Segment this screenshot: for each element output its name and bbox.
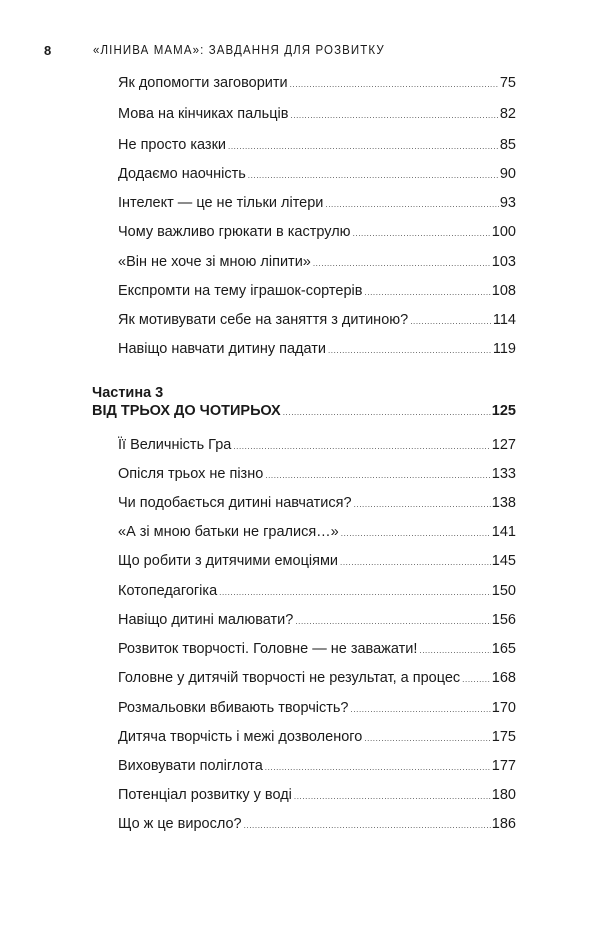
toc-entry[interactable] xyxy=(118,195,516,215)
toc-entry-page: 156 xyxy=(491,612,516,628)
toc-entry[interactable] xyxy=(118,729,516,749)
toc-entry-page: 82 xyxy=(499,106,516,122)
toc-entry-page: 177 xyxy=(491,758,516,774)
toc-entry-title: Виховувати поліглота xyxy=(118,758,263,774)
dot-leader xyxy=(364,734,490,743)
toc-entry-page: 180 xyxy=(491,787,516,803)
page-number: 8 xyxy=(44,43,52,58)
dot-leader xyxy=(328,346,492,355)
toc-entry[interactable] xyxy=(118,553,516,573)
toc-entry[interactable] xyxy=(118,700,516,720)
toc-entry[interactable] xyxy=(118,641,516,661)
toc-entry-page: 75 xyxy=(499,75,516,91)
toc-entry[interactable] xyxy=(118,254,516,274)
dot-leader xyxy=(290,80,499,89)
toc-entry-page: 145 xyxy=(491,553,516,569)
dot-leader xyxy=(295,617,490,626)
dot-leader xyxy=(294,792,491,801)
toc-entry[interactable] xyxy=(118,75,516,95)
toc-entry-title: Мова на кінчиках пальців xyxy=(118,106,289,122)
toc-entry[interactable] xyxy=(118,495,516,515)
toc-entry[interactable] xyxy=(118,816,516,836)
toc-entry[interactable] xyxy=(118,758,516,778)
toc-entry-page: 175 xyxy=(491,729,516,745)
toc-entry-title: Розмальовки вбивають творчість? xyxy=(118,700,349,716)
dot-leader xyxy=(340,558,491,567)
toc-entry-page: 165 xyxy=(491,641,516,657)
dot-leader xyxy=(219,588,491,597)
toc-entry-title: Чи подобається дитині навчатися? xyxy=(118,495,352,511)
toc-entry[interactable] xyxy=(118,437,516,457)
dot-leader xyxy=(313,259,491,268)
dot-leader xyxy=(233,442,490,451)
toc-entry-page: 133 xyxy=(491,466,516,482)
part-title: ВІД ТРЬОХ ДО ЧОТИРЬОХ xyxy=(92,403,281,419)
dot-leader xyxy=(290,111,498,120)
toc-entry[interactable] xyxy=(118,224,516,244)
dot-leader xyxy=(350,705,490,714)
toc-entry-title: Котопедагогіка xyxy=(118,583,218,599)
toc-entry-page: 108 xyxy=(491,283,516,299)
toc-entry[interactable] xyxy=(118,341,516,361)
dot-leader xyxy=(244,821,491,830)
toc-entry-title: Як допомогти заговорити xyxy=(118,75,288,91)
toc-entry-page: 93 xyxy=(499,195,516,211)
dot-leader xyxy=(353,229,491,238)
toc-entry[interactable] xyxy=(118,312,516,332)
toc-entry-page: 170 xyxy=(491,700,516,716)
dot-leader xyxy=(325,200,498,209)
dot-leader xyxy=(265,763,491,772)
toc-entry[interactable] xyxy=(118,583,516,603)
toc-entry-title: Що робити з дитячими емоціями xyxy=(118,553,339,569)
toc-entry-title: Що ж це виросло? xyxy=(118,816,242,832)
toc-entry-page: 150 xyxy=(491,583,516,599)
toc-entry-title: Не просто казки xyxy=(118,137,227,153)
toc-entry-title: Головне у дитячій творчості не результат, а процес xyxy=(118,670,461,686)
toc-entry[interactable] xyxy=(118,106,516,126)
toc-entry-title: Експромти на тему іграшок-сортерів xyxy=(118,283,363,299)
dot-leader xyxy=(228,142,499,151)
toc-entry[interactable] xyxy=(118,137,516,157)
toc-entry-title: «Він не хоче зі мною ліпити» xyxy=(118,254,311,270)
toc-entry[interactable] xyxy=(118,466,516,486)
part-page: 125 xyxy=(491,403,516,419)
dot-leader xyxy=(364,288,490,297)
dot-leader xyxy=(283,408,491,417)
toc-entry[interactable] xyxy=(118,283,516,303)
toc-entry-page: 186 xyxy=(491,816,516,832)
part-heading[interactable] xyxy=(92,403,516,423)
toc-entry-title: Навіщо навчати дитину падати xyxy=(118,341,326,357)
toc-entry-title: Її Величність Гра xyxy=(118,437,232,453)
book-title: «ЛІНИВА МАМА»: ЗАВДАННЯ ДЛЯ РОЗВИТКУ xyxy=(93,43,385,57)
toc-entry[interactable] xyxy=(118,612,516,632)
running-head xyxy=(0,43,600,63)
part-label: Частина 3 xyxy=(92,385,164,401)
toc-entry-title: Розвиток творчості. Головне — не заважати! xyxy=(118,641,418,657)
toc-entry-page: 127 xyxy=(491,437,516,453)
dot-leader xyxy=(265,471,491,480)
toc-entry-title: Дитяча творчість і межі дозволеного xyxy=(118,729,363,745)
dot-leader xyxy=(248,171,499,180)
toc-entry-page: 85 xyxy=(499,137,516,153)
toc-entry[interactable] xyxy=(118,166,516,186)
dot-leader xyxy=(341,529,491,538)
toc-entry-title: Чому важливо грюкати в каструлю xyxy=(118,224,351,240)
dot-leader xyxy=(462,675,491,684)
toc-entry-title: Потенціал розвитку у воді xyxy=(118,787,292,803)
toc-entry-page: 90 xyxy=(499,166,516,182)
toc-entry-title: Інтелект — це не тільки літери xyxy=(118,195,324,211)
dot-leader xyxy=(354,500,491,509)
toc-entry-title: Опісля трьох не пізно xyxy=(118,466,264,482)
dot-leader xyxy=(419,646,490,655)
toc-entry[interactable] xyxy=(118,787,516,807)
toc-entry-page: 138 xyxy=(491,495,516,511)
toc-entry-page: 141 xyxy=(491,524,516,540)
toc-entry-title: Навіщо дитині малювати? xyxy=(118,612,294,628)
toc-entry-title: «А зі мною батьки не гралися…» xyxy=(118,524,339,540)
toc-entry-title: Додаємо наочність xyxy=(118,166,246,182)
toc-entry[interactable] xyxy=(118,670,516,690)
toc-entry-page: 168 xyxy=(491,670,516,686)
dot-leader xyxy=(410,317,492,326)
toc-entry-page: 103 xyxy=(491,254,516,270)
toc-entry-page: 119 xyxy=(492,341,516,357)
toc-entry[interactable] xyxy=(118,524,516,544)
toc-entry-page: 114 xyxy=(492,312,516,328)
toc-entry-page: 100 xyxy=(491,224,516,240)
toc-entry-title: Як мотивувати себе на заняття з дитиною? xyxy=(118,312,409,328)
